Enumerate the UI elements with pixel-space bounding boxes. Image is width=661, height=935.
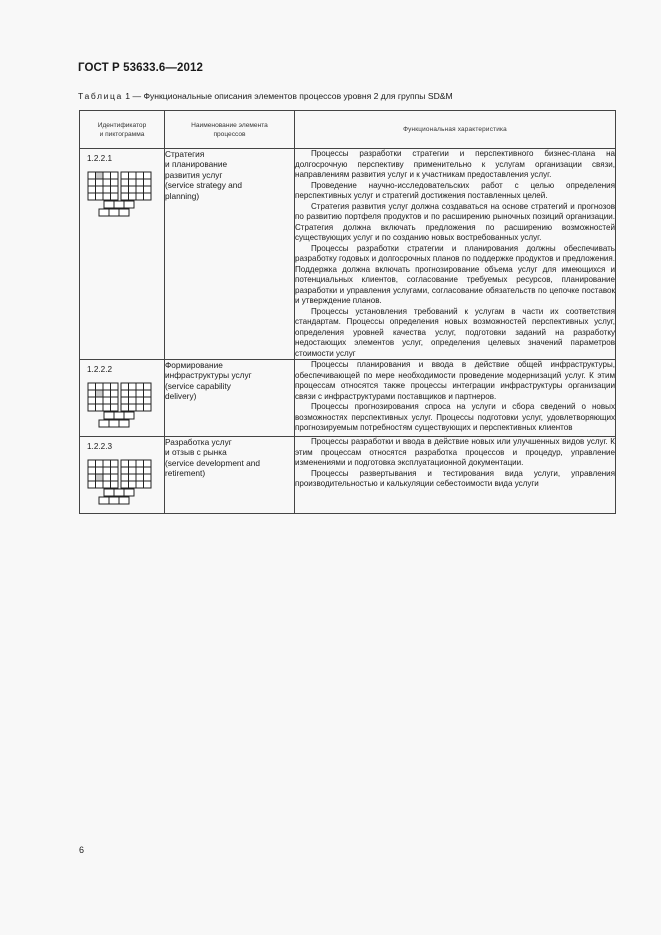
description-paragraph: Процессы прогнозирования спроса на услуги и сбора сведений о новых возможностях перспективных услуг. Процессы подготовки услуг, удовлетворяющих прогнозируемым потребностям существующих и перспективных клиентов [295,402,615,432]
cell-name [165,437,295,514]
col-header-id-line2: и пиктограмма [99,130,145,138]
process-id: 1.2.2.2 [87,365,113,374]
page-number: 6 [79,845,85,855]
description-paragraph: Процессы разработки стратегии и планирования должны обеспечивать разработку годовых и долгосрочных планов по поддержке продуктов и предложения. Поддержка должна включать прогнозирование объема услуг для имеющихся и потенциальных клиентов, согласование требуемых ресурсов, планирование разработки и управления услугами, согласование обязательств по цепочке поставок и утверждение планов. [295,243,615,305]
table-caption [78,91,453,101]
description-paragraph: Стратегия развития услуг должна создаваться на основе стратегий и прогнозов по развитию портфеля продуктов и по расширению рыночных позиций организации. Стратегия должна включать предложения по расширению возможностей существующих услуг и по созданию новых востребованных услуг. [295,201,615,242]
name-line: и планирование [165,159,228,170]
process-table [79,110,616,514]
cell-id [80,437,165,514]
name-line: и отзыв с рынка [165,447,227,458]
cell-name [165,360,295,437]
table-caption-label: Таблица [78,91,123,101]
name-line: Разработка услуг [165,437,232,447]
name-line: (service capability [165,380,231,391]
description-paragraph: Процессы разработки и ввода в действие новых или улучшенных видов услуг. К этим процессам относятся разработка процессов и процедур, управление изменениями и подготовка эксплуатационной документации. [295,437,615,467]
cell-id [80,360,165,437]
description-paragraph: Процессы планирования и ввода в действие общей инфраструктуры, обеспечивающей по мере необходимости проведение модернизаций услуг. К этим процессам относятся также процессы интеграции инфраструктуры организации связи с инфраструктурами поставщиков и партнеров. [295,360,615,401]
col-header-name-line2: процессов [213,130,246,138]
name-line: Формирование [165,360,223,370]
name-line: delivery) [165,391,197,402]
process-grid-icon [87,459,155,507]
name-line: planning) [165,190,200,201]
col-header-name-line1: Наименование элемента [191,121,268,129]
table-row [80,360,616,437]
name-line: retirement) [165,468,206,479]
table-header-row [80,111,616,149]
process-id: 1.2.2.1 [87,154,113,163]
cell-id [80,149,165,360]
name-line: Стратегия [165,149,205,159]
process-grid-icon [87,382,155,430]
table-row [80,149,616,360]
cell-description [295,437,616,514]
col-header-id-line1: Идентификатор [97,121,147,129]
name-line: (service development and [165,457,261,468]
col-header-description: Функциональная характеристика [295,111,616,149]
process-grid-icon [87,171,155,219]
col-header-id [80,111,165,149]
name-line: развития услуг [165,169,223,180]
description-paragraph: Процессы разработки стратегии и перспективного бизнес-плана на долгосрочную перспективу применительно к услугам организации связи, направлениям развития услуг и к участникам предоставления услуг. [295,149,615,179]
col-header-name [165,111,295,149]
cell-description [295,360,616,437]
name-line: инфраструктуры услуг [165,370,252,381]
cell-description [295,149,616,360]
description-paragraph: Процессы развертывания и тестирования вида услуги, управления производительностью и калькуляции себестоимости вида услуги [295,468,615,488]
table-row [80,437,616,514]
cell-name [165,149,295,360]
process-id: 1.2.2.3 [87,442,113,451]
description-paragraph: Процессы установления требований к услугам в части их соответствия стандартам. Процессы определения новых возможностей перспективных услуг, определения уровней качества услуг, подготовки заданий на разработку недостающих элементов услуг, определения целевых значений параметров стоимости услуг [295,306,615,358]
document-id: ГОСТ Р 53633.6—2012 [78,62,203,74]
description-paragraph: Проведение научно-исследовательских работ с целью определения перспективных услуг и стратегий достижения поставленных целей. [295,180,615,200]
table-caption-text: 1 — Функциональные описания элементов процессов уровня 2 для группы SD&M [125,91,453,101]
name-line: (service strategy and [165,180,243,191]
